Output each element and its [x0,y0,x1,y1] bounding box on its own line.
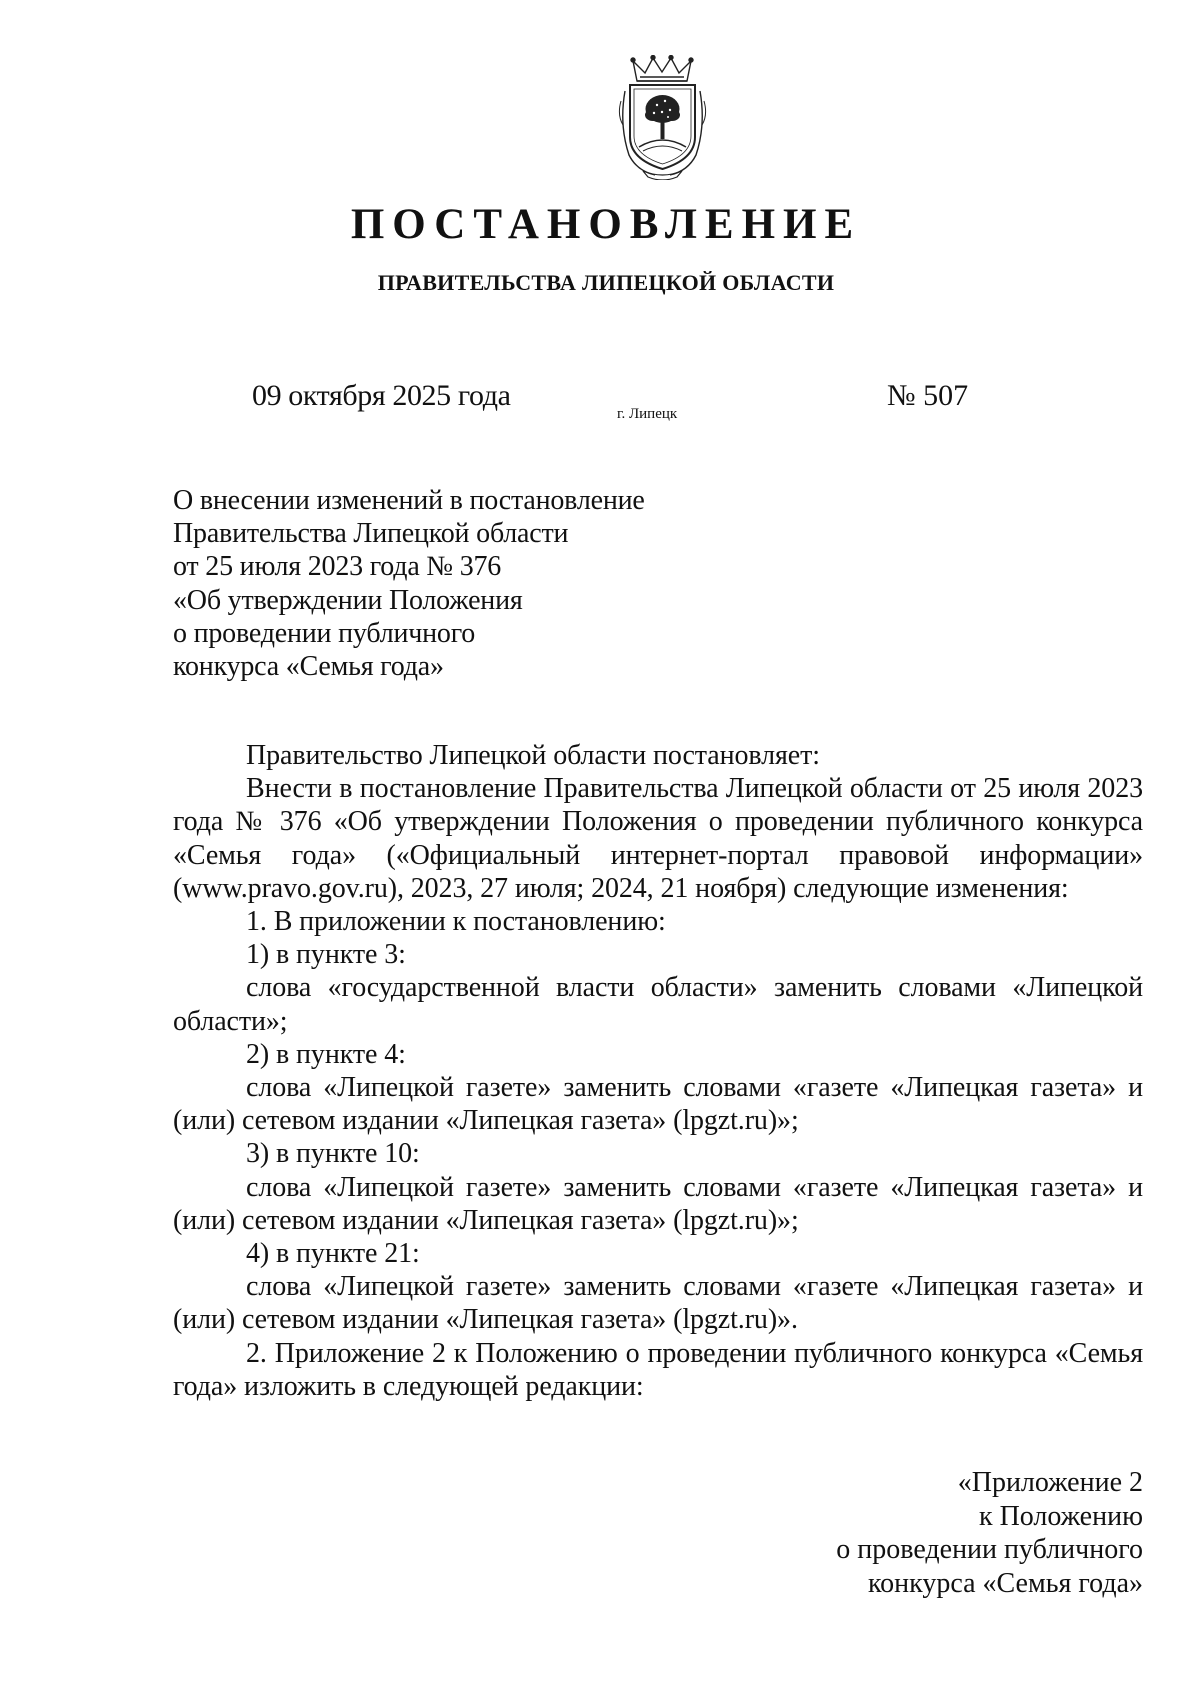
body-paragraph: 3) в пункте 10: [246,1138,420,1170]
appendix-line: конкурса «Семья года» [867,1567,1143,1599]
appendix-line: к Положению [978,1500,1143,1532]
body-paragraph: слова «государственной власти области» заменить словами «Липецкой области»; [173,972,1143,1037]
appendix-line: «Приложение 2 [957,1467,1143,1498]
body-paragraph: Внести в постановление Правительства Липецкой области от 25 июля 2023 года № 376 «Об утверждении Положения о проведении публичного конкурса «Семья года» («Официальный интернет-портал правовой информации» (www.pravo.gov.ru), 2023, 27 июля; 2024, 21 ноября) следующие изменения: [173,773,1143,904]
body-paragraph: 4) в пункте 21: [246,1238,420,1270]
title-line: О внесении изменений в постановление [173,485,645,516]
document-date: 09 октября 2025 года [252,379,511,412]
title-line: о проведении публичного [173,617,476,649]
appendix-line: о проведении публичного [836,1534,1143,1565]
coat-of-arms-icon [615,55,710,180]
body-paragraph: 1) в пункте 3: [246,939,406,971]
body-paragraph: слова «Липецкой газете» заменить словами «газете «Липецкая газета» и (или) сетевом издании «Липецкая газета» (lpgzt.ru)»; [173,1171,1143,1236]
body-paragraph: Правительство Липецкой области постановляет: [246,740,820,771]
body-paragraph: 1. В приложении к постановлению: [246,906,666,938]
body-paragraph: слова «Липецкой газете» заменить словами «газете «Липецкая газета» и (или) сетевом издании «Липецкая газета» (lpgzt.ru)». [173,1271,1143,1336]
document-number: № 507 [887,379,969,412]
body-paragraph: 2) в пункте 4: [246,1038,406,1070]
document-title [173,484,793,683]
title-line: от 25 июля 2023 года № 376 [173,551,502,583]
body-paragraph: слова «Липецкой газете» заменить словами «газете «Липецкая газета» и (или) сетевом издании «Липецкая газета» (lpgzt.ru)»; [173,1072,1143,1137]
title-line: «Об утверждении Положения [173,584,523,616]
title-line: конкурса «Семья года» [173,651,444,683]
body-paragraph: 2. Приложение 2 к Положению о проведении публичного конкурса «Семья года» изложить в следующей редакции: [173,1337,1143,1402]
issuer-heading: ПРАВИТЕЛЬСТВА ЛИПЕЦКОЙ ОБЛАСТИ [377,270,835,295]
appendix-header [836,1466,1143,1600]
document-body [173,739,1143,1403]
document-city: г. Липецк [617,406,678,422]
title-line: Правительства Липецкой области [173,518,569,550]
document-type-heading: ПОСТАНОВЛЕНИЕ [350,201,862,248]
